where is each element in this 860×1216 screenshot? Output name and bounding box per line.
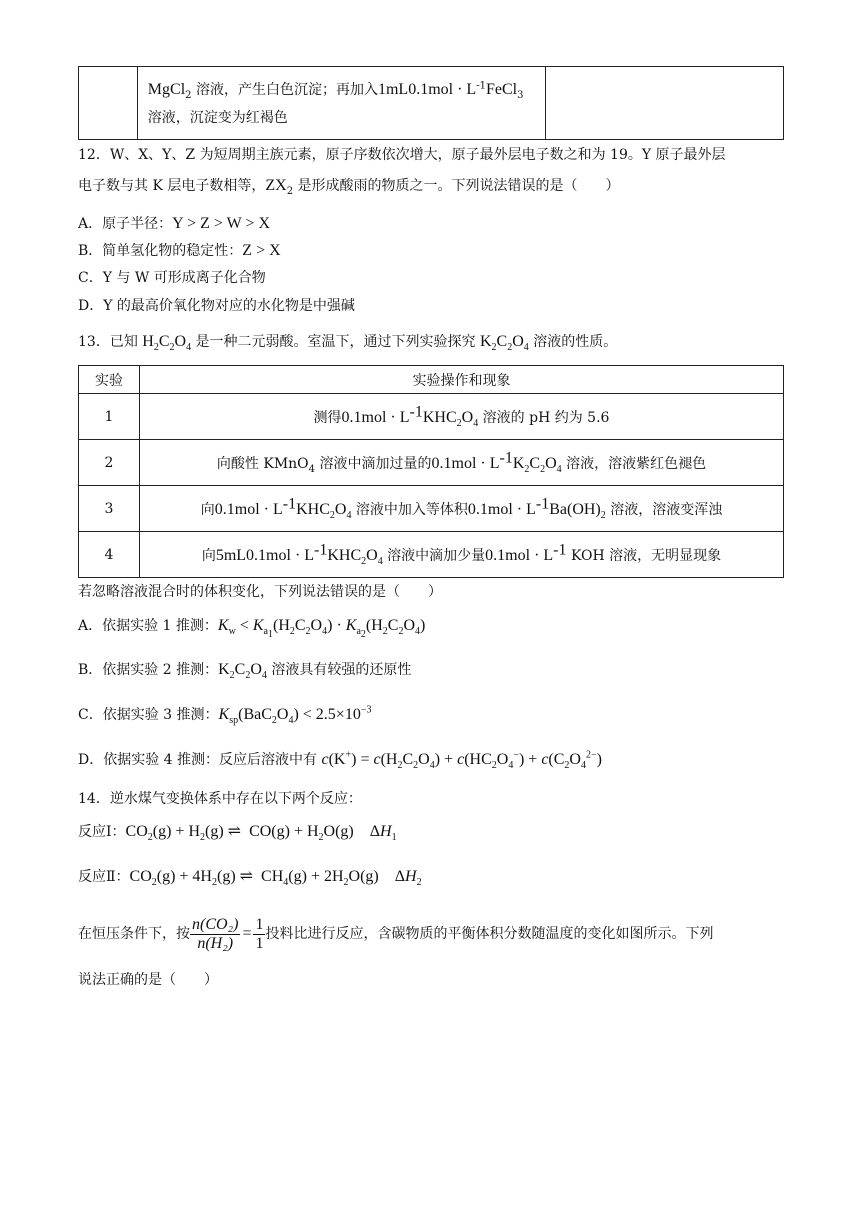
row3-sup: -1 <box>282 494 297 512</box>
mgcl2-formula: MgCl <box>147 81 186 98</box>
q13-b-post: 溶液具有较强的还原性 <box>266 662 412 678</box>
row4-conc2: 0.1mol · L <box>485 546 554 564</box>
r2-label: 反应Ⅱ： <box>78 869 130 885</box>
row3-post: 溶液，溶液变浑浊 <box>605 501 723 518</box>
q13-stem-c: 溶液的性质。 <box>528 334 618 350</box>
q12-option-c[interactable]: C．Y 与 W 可形成离子化合物 <box>78 270 266 286</box>
q13-a-math: $K_w < K_{a_1}(H_2C_2O_4) \cdot K_{a_2}(H_2C_2O_4)$ <box>217 617 426 641</box>
q12-stem2a: 电子数与其 K 层电子数相等， <box>78 178 266 194</box>
row3-mid: 溶液中加入等体积 <box>351 501 468 518</box>
r1-label: 反应Ⅰ： <box>78 824 126 840</box>
mgcl2-sub: 2 <box>185 89 192 101</box>
q13-option-a[interactable] <box>78 616 426 641</box>
q13-after: 若忽略溶液混合时的体积变化，下列说法错误的是（ ） <box>78 584 442 600</box>
feed-ratio-fraction <box>190 916 240 953</box>
q14-stem: 14．逆水煤气变换体系中存在以下两个反应： <box>78 791 362 807</box>
frac-den: n(H₂) <box>197 934 234 952</box>
q14-cond-b: 投料比进行反应，含碳物质的平衡体积分数随温度的变化如图所示。下列 <box>265 926 714 942</box>
kmno4-formula: KMnO$_4$ <box>263 455 316 475</box>
q12-option-a[interactable] <box>78 214 270 234</box>
q14-cond-line2: 说法正确的是（ ） <box>78 972 218 988</box>
fecl3-formula: FeCl <box>485 81 518 98</box>
q13-option-b[interactable] <box>78 660 411 680</box>
q12-option-b[interactable] <box>78 241 281 261</box>
q13-a-label: A．依据实验 1 推测： <box>78 618 218 634</box>
q13-d-math: $c(K^+) = c(H_2C_2O_4) + c(HC_2O_4^-) + c(C_2O_4^{2-})$ <box>321 749 602 772</box>
top-table-operation-cell <box>137 67 545 140</box>
q13-stem <box>78 332 617 352</box>
q13-c-math: $K_{sp}(BaC_2O_4) < 2.5\times 10^{-3}$ <box>218 704 372 727</box>
ratio-num: 1 <box>255 915 264 933</box>
top-table-num-cell <box>79 67 138 140</box>
row4-conc: 5mL0.1mol · L <box>215 546 315 564</box>
row1-conc: 0.1mol · L <box>341 408 410 426</box>
header-operation: 实验操作和现象 <box>140 366 784 394</box>
row3-pre: 向 <box>200 501 215 518</box>
header-experiment: 实验 <box>79 366 140 394</box>
k2c2o4-formula: $K_2C_2O_4$ <box>479 333 529 354</box>
row-text <box>140 394 784 440</box>
row3-sup2: -1 <box>535 494 550 512</box>
q13-c-val: < 2.5×10 <box>302 706 361 723</box>
q13-b-label: B．依据实验 2 推测： <box>78 662 219 678</box>
row4-post: KOH 溶液，无明显现象 <box>566 547 722 564</box>
r1-equation: $CO_2(g) + H_2(g)$ ⇌ $CO(g) + H_2O(g)$ $\Delta H_1$ <box>125 823 397 844</box>
experiment-table <box>78 365 784 578</box>
row4-mid: 溶液中滴加少量 <box>382 547 486 564</box>
q12-option-d[interactable]: D．Y 的最高价氧化物对应的水化物是中强碱 <box>78 298 355 314</box>
zx2-formula: ZX <box>265 177 287 194</box>
q12-stem-line2 <box>78 176 620 196</box>
khc2o4-formula: $KHC_2O_4$ <box>422 408 479 429</box>
table-row <box>79 394 784 440</box>
q13-d-label: D．依据实验 4 推测：反应后溶液中有 <box>78 752 322 768</box>
q13-c-label: C．依据实验 3 推测： <box>78 707 219 723</box>
top-line2-text: 溶液，沉淀变为红褐色 <box>147 110 288 126</box>
row1-pre: 测得 <box>313 409 342 426</box>
q13-stem-a: 13．已知 <box>78 334 143 350</box>
frac-num: n(CO₂) <box>192 915 239 933</box>
table-row <box>79 532 784 578</box>
row2-post: 溶液，溶液紫红色褪色 <box>561 455 707 472</box>
row-num: 1 <box>79 394 140 440</box>
khc2o4-formula: $KHC_2O_4$ <box>296 500 352 521</box>
q12-a-math: Y > Z > W > X <box>172 215 271 232</box>
q12-b-label: B．简单氢化物的稳定性： <box>78 243 243 259</box>
row2-conc: 0.1mol · L <box>431 454 500 472</box>
row4-sup: -1 <box>314 540 328 558</box>
top-line1-text: 溶液，产生白色沉淀；再加入 <box>191 82 378 98</box>
q14-condition: 在恒压条件下，按 $\frac{\text{n(CO₂)}}{\text{n(H₂)}}$ = $\frac{1}{1}$ 投料比进行反应，含碳物质的平衡体积分数随温度的变化如图所示。下列 <box>78 915 714 952</box>
row2-mid: 溶液中滴加过量的 <box>315 455 432 472</box>
top-conc-sup: -1 <box>476 80 486 92</box>
fecl3-sub: 3 <box>517 89 524 101</box>
top-table <box>78 66 784 140</box>
top-conc: 1mL0.1mol · L <box>377 81 477 98</box>
q12-stem2b: 是形成酸雨的物质之一。下列说法错误的是（ ） <box>293 178 620 194</box>
row-num: 2 <box>79 440 140 486</box>
row-text <box>140 486 784 532</box>
q14-cond-a: 在恒压条件下，按 <box>78 926 190 942</box>
row-num: 3 <box>79 486 140 532</box>
r2-equation: $CO_2(g) + 4H_2(g)$ ⇌ $CH_4(g) + 2H_2O(g)$ $\Delta H_2$ <box>129 868 422 889</box>
row3-conc2: 0.1mol · L <box>467 500 536 518</box>
q14-reaction-2 <box>78 867 422 887</box>
row2-pre: 向酸性 <box>216 455 264 472</box>
q12-a-label: A．原子半径： <box>78 216 173 232</box>
row-num: 4 <box>79 532 140 578</box>
row-text <box>140 532 784 578</box>
ratio-fraction <box>253 916 265 953</box>
row1-post: 溶液的 pH 约为 5.6 <box>478 409 610 426</box>
row4-sup2: -1 <box>553 540 567 558</box>
q13-option-c[interactable] <box>78 705 371 725</box>
ratio-den: 1 <box>255 934 264 952</box>
row4-pre: 向 <box>201 547 216 564</box>
row3-conc: 0.1mol · L <box>214 500 283 518</box>
row-text <box>140 440 784 486</box>
table-row <box>79 440 784 486</box>
h2c2o4-formula: $H_2C_2O_4$ <box>142 333 192 354</box>
baoh2-formula: $Ba(OH)_2$ <box>549 500 606 521</box>
table-row <box>79 486 784 532</box>
q12-stem-line1: 12．W、X、Y、Z 为短周期主族元素，原子序数依次增大，原子最外层电子数之和为 19。Y 原子最外层 <box>78 147 726 163</box>
top-table-conclusion-cell <box>545 67 783 140</box>
q13-stem-b: 是一种二元弱酸。室温下，通过下列实验探究 <box>191 334 480 350</box>
row2-sup: -1 <box>499 448 513 466</box>
q13-b-formula: $K_2C_2O_4$ <box>218 661 267 682</box>
q12-b-math: Z > X <box>242 242 281 259</box>
q13-option-d[interactable] <box>78 750 602 770</box>
row1-sup: -1 <box>409 402 423 420</box>
zx2-sub: 2 <box>286 185 294 197</box>
khc2o4-formula: $KHC_2O_4$ <box>327 546 383 567</box>
q14-reaction-1 <box>78 822 397 842</box>
q13-c-exp: −3 <box>360 704 372 716</box>
k2c2o4-formula: $K_2C_2O_4$ <box>512 454 562 475</box>
